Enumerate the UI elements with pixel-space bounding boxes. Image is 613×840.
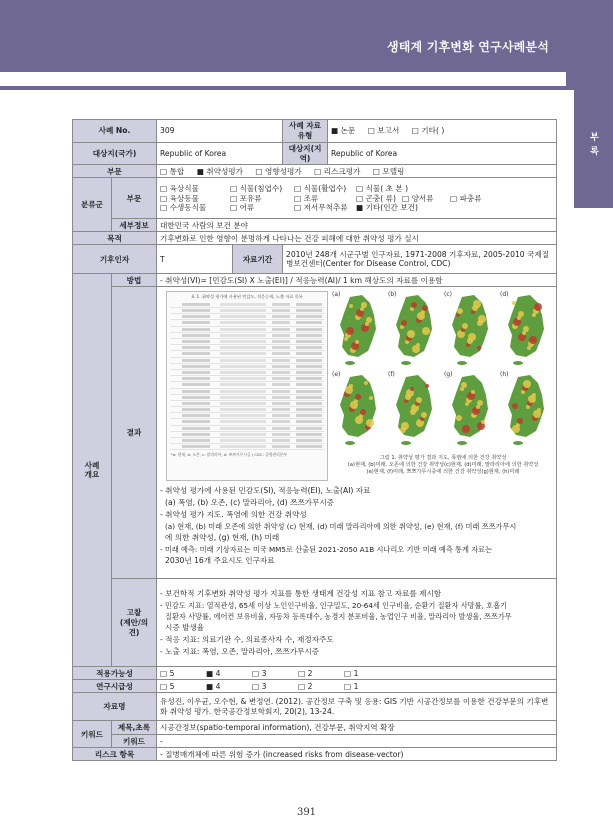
sector-label: 부문 xyxy=(73,165,157,178)
case-type-options xyxy=(328,120,557,143)
map-hotspot xyxy=(478,315,486,323)
keyword-label: 키워드 xyxy=(73,721,112,748)
country-label: 대상지(국가) xyxy=(73,142,157,165)
data-period-label: 자료기간 xyxy=(233,245,283,274)
taxon-bird[interactable]: □ 조류 xyxy=(294,193,319,203)
detail-value: 대한민국 사람의 보건 분야 xyxy=(157,219,557,232)
map-hotspot xyxy=(523,326,529,332)
vulnerability-map xyxy=(500,371,550,447)
discussion-line: - 보건학적 기후변화 취약성 평가 지표를 통한 생태계 건강성 지표 참고 자료를 제시함 xyxy=(160,589,442,599)
map-hotspot xyxy=(411,302,417,308)
map-hotspot xyxy=(462,425,470,433)
header-stripe xyxy=(0,72,566,86)
vulnerability-map xyxy=(444,371,494,447)
climate-factor-label: 기후인자 xyxy=(73,245,157,274)
map-hotspot xyxy=(456,415,462,421)
taxon-label: 분류군 xyxy=(73,178,112,232)
map-hotspot xyxy=(355,394,361,400)
sector-option-vulnerability[interactable]: ■ 취약성평가 xyxy=(196,166,243,176)
map-hotspot xyxy=(457,308,463,314)
result-line: (a) 폭염, (b) 오존, (c) 말라리아, (d) 쯔쯔가무시증 xyxy=(165,498,335,508)
vulnerability-map xyxy=(444,291,494,367)
map-island xyxy=(513,361,523,365)
map-island xyxy=(401,361,411,365)
discussion-line: 시증 발생율 xyxy=(165,623,205,633)
map-hotspot xyxy=(422,327,430,335)
taxon-land-plant[interactable]: □ 육상식물 xyxy=(160,183,199,193)
discussion-cell xyxy=(157,579,557,667)
method-value: - 취약성(VI)= [민감도(SI) X 노출(EI)] / 적응능력(AI)/ 1 km 해상도의 자료를 이용함 xyxy=(157,274,557,287)
map-panel-label: (c) xyxy=(444,291,452,299)
map-hotspot xyxy=(355,340,359,344)
sector-option-risk[interactable]: □ 리스크평가 xyxy=(314,166,361,176)
taxon-insect[interactable]: □ 곤충( 류) xyxy=(356,193,396,203)
map-panel-label: (h) xyxy=(500,371,509,379)
region-value: Republic of Korea xyxy=(328,142,557,165)
map-hotspot xyxy=(407,330,415,338)
sector-options xyxy=(157,165,557,178)
discussion-line: - 민감도 지표: 열적관성, 65세 이상 노인인구비율, 인구밀도, 20-64세 인구비율, 순환기 질환자 사망률, 호흡기 xyxy=(160,601,507,611)
indicator-table-thumbnail xyxy=(166,291,328,481)
urgency-label: 연구시급성 xyxy=(73,680,157,693)
map-hotspot xyxy=(349,304,353,308)
applicability-3[interactable]: □ 3 xyxy=(252,668,267,678)
vulnerability-map xyxy=(332,371,382,447)
purpose-value: 기후변화로 인한 영향이 분명하게 나타나는 건강 피해에 대한 취약성 평가 실시 xyxy=(157,232,557,245)
map-panel-label: (b) xyxy=(388,291,397,299)
map-hotspot xyxy=(532,393,536,397)
applicability-1[interactable]: □ 1 xyxy=(344,668,359,678)
applicability-5[interactable]: □ 5 xyxy=(160,668,175,678)
taxon-options xyxy=(157,178,557,219)
map-hotspot xyxy=(537,408,541,412)
figure-caption-line: (a)현재, (b)미래, 오존에 의한 건강 취약성(c)현재, (d)미래, 말라리아에 의한 취약성 xyxy=(347,462,539,469)
taxon-land-animal[interactable]: □ 육상동물 xyxy=(160,193,199,203)
map-hotspot xyxy=(361,302,367,308)
source-label: 자료명 xyxy=(73,693,157,721)
map-hotspot xyxy=(512,301,516,305)
map-hotspot xyxy=(416,397,422,403)
result-text xyxy=(160,485,553,566)
map-panel-label: (e) xyxy=(332,371,341,379)
map-hotspot xyxy=(416,343,420,347)
country-value: Republic of Korea xyxy=(157,142,283,165)
map-land xyxy=(452,295,488,357)
applicability-label: 적용가능성 xyxy=(73,667,157,680)
overview-label: 사례 개요 xyxy=(73,274,112,667)
taxon-fish[interactable]: □ 어류 xyxy=(230,203,255,213)
map-hotspot xyxy=(523,380,531,388)
map-hotspot xyxy=(421,412,427,418)
map-island xyxy=(457,441,467,445)
taxon-mammal[interactable]: □ 포유류 xyxy=(230,193,262,203)
map-hotspot xyxy=(366,317,372,323)
result-cell xyxy=(157,287,557,579)
taxon-reptile[interactable]: □ 파충류 xyxy=(450,193,482,203)
result-line: - 취약성 평가에 사용된 민감도(SI), 적응능력(EI), 노출(AI) 자료 xyxy=(160,486,371,496)
map-hotspot xyxy=(346,327,354,335)
map-island xyxy=(345,361,355,365)
vulnerability-map xyxy=(388,371,438,447)
map-hotspot xyxy=(477,346,481,350)
urgency-4[interactable]: ■ 4 xyxy=(206,681,221,691)
map-island xyxy=(345,441,355,445)
case-type-label: 사례 자료 유형 xyxy=(283,120,328,143)
result-line: 에 의한 취약성, (g) 현재, (h) 미래 xyxy=(165,532,280,542)
risk-value: - 질병매개체에 따른 위험 증가 (increased risks from disease-vector) xyxy=(157,748,557,761)
keyword-title-value: 시공간정보(spatio-temporal information), 건강부문, 취약지역 확장 xyxy=(157,721,557,735)
map-hotspot xyxy=(349,384,353,388)
purpose-label: 목적 xyxy=(73,232,157,245)
map-hotspot xyxy=(462,323,468,329)
taxon-amphibian[interactable]: □ 양서류 xyxy=(402,193,434,203)
result-line: - 취약성 평가 지도. 폭염에 의한 건강 취약성 xyxy=(160,509,307,519)
sector-option-modeling[interactable]: □ 모델링 xyxy=(372,166,405,176)
map-hotspot xyxy=(471,390,475,394)
map-hotspot xyxy=(410,387,414,391)
result-line: - 미래 예측: 미래 기상자료는 미국 MM5로 산출된 2021-2050 A1B 시나리오 기반 미래 예측 통계 자료는 xyxy=(160,544,493,554)
urgency-5[interactable]: □ 5 xyxy=(160,681,175,691)
map-hotspot xyxy=(512,403,518,409)
risk-label: 리스크 항목 xyxy=(73,748,157,761)
applicability-2[interactable]: □ 2 xyxy=(298,668,313,678)
vulnerability-map xyxy=(500,291,550,367)
map-hotspot xyxy=(360,409,366,415)
case-record-table xyxy=(72,119,557,761)
urgency-2[interactable]: □ 2 xyxy=(298,681,313,691)
discussion-label: 고찰 (제안/의견) xyxy=(112,579,157,667)
discussion-line: - 노출 지표: 폭염, 오존, 말라리아, 쯔쯔가무시증 xyxy=(160,646,320,656)
map-hotspot xyxy=(534,303,542,311)
taxon-broadleaf[interactable]: □ 식물(활엽수) xyxy=(294,183,347,193)
figure-caption xyxy=(332,455,554,476)
type-option-paper[interactable]: ■ 논문 xyxy=(331,125,356,135)
result-line: (a) 현재, (b) 미래 오존에 의한 취약성 (c) 현재, (d) 미래 말라리아에 의한 취약성, (e) 현재, (f) 미래 쯔쯔가무시 xyxy=(165,521,517,531)
taxon-conifer[interactable]: □ 식물(침엽수) xyxy=(230,183,283,193)
result-label: 결과 xyxy=(112,287,157,579)
sector-option-impact[interactable]: □ 영향성평가 xyxy=(255,166,302,176)
map-panel-label: (d) xyxy=(500,291,509,299)
map-hotspot xyxy=(468,333,476,341)
sector-option-integrated[interactable]: □ 통합 xyxy=(160,166,185,176)
taxon-sub-label: 부문 xyxy=(112,178,157,219)
figure-caption-line: 그림 1. 취약성 평가 결과 지도, 폭염에 의한 건강 취약성 xyxy=(379,455,507,462)
type-option-report[interactable]: □ 보고서 xyxy=(367,125,400,135)
map-hotspot xyxy=(366,419,374,427)
urgency-options xyxy=(157,680,557,693)
vulnerability-maps xyxy=(332,291,554,449)
map-hotspot xyxy=(473,300,481,308)
urgency-3[interactable]: □ 3 xyxy=(252,681,267,691)
map-hotspot xyxy=(401,422,409,430)
map-hotspot xyxy=(518,311,524,317)
map-hotspot xyxy=(364,381,368,385)
keyword-title-label: 제목,초록 xyxy=(112,721,157,735)
applicability-options xyxy=(157,667,557,680)
climate-factor-value: T xyxy=(157,245,233,274)
discussion-line: 질환자 사망률, 에어컨 보유비율, 자동차 등록대수, 농경지 분포비율, 농업인구 비율, 말라리아 발생율, 쯔쯔가무 xyxy=(165,612,512,622)
method-label: 방법 xyxy=(112,274,157,287)
taxon-herb[interactable]: □ 식물( 초 본 ) xyxy=(356,183,409,193)
data-period-value: 2010년 248개 시군구별 인구자료, 1971-2008 기후자료, 2005-2010 국제질병보건센터(Center for Disease Control, CDC) xyxy=(283,245,557,274)
taxon-aquatic[interactable]: □ 수생동식물 xyxy=(160,203,207,213)
side-tab-label: 부 록 xyxy=(588,132,598,157)
map-hotspot xyxy=(529,336,537,344)
page-title: 생태계 기후변화 연구사례분석 xyxy=(386,40,549,54)
map-island xyxy=(513,441,523,445)
map-hotspot xyxy=(369,396,373,400)
map-island xyxy=(401,441,411,445)
result-figure xyxy=(160,289,553,485)
figure-caption-line: (e)현재, (f)미래, 쯔쯔가무시증에 의한 건강 취약성(g)현재, (h)미래 xyxy=(366,469,520,476)
taxon-benthic[interactable]: □ 저서무척추류 xyxy=(294,203,348,213)
discussion-line: - 적응 지표: 의료기관 수, 의료종사자 수, 재정자주도 xyxy=(160,635,334,645)
map-hotspot xyxy=(401,320,407,326)
map-panel-label: (a) xyxy=(332,291,341,299)
detail-label: 세부정보 xyxy=(112,219,157,232)
region-label: 대상지(지역) xyxy=(283,142,328,165)
map-hotspot xyxy=(422,305,428,311)
indicator-table-row xyxy=(170,444,324,450)
vulnerability-map xyxy=(332,291,382,367)
map-hotspot xyxy=(477,400,483,406)
map-hotspot xyxy=(517,418,523,424)
map-hotspot xyxy=(481,420,485,424)
keyword-sub-value: - xyxy=(157,735,557,748)
applicability-4[interactable]: ■ 4 xyxy=(206,668,221,678)
source-value: 유성진, 이우균, 오수현, & 변정연. (2012). 공간정보 구축 및 응용: GIS 기반 시공간정보를 이용한 건강부문의 기후변화 취약성 평가. 한국공간정보학회지, 20(2), 13-24. xyxy=(157,693,557,721)
page-number: 391 xyxy=(296,807,317,818)
map-panel-label: (g) xyxy=(444,371,453,379)
type-option-other[interactable]: □ 기타( ) xyxy=(411,125,445,135)
map-island xyxy=(457,361,467,365)
map-hotspot xyxy=(425,384,429,388)
vulnerability-map xyxy=(388,291,438,367)
keyword-sub-label: 키워드 xyxy=(112,735,157,748)
taxon-other-human-health[interactable]: ■ 기타(인간 보건) xyxy=(356,203,418,213)
indicator-table-title: 표 1. 취약성 평가에 사용된 민감도, 적응능력, 노출 자료 목록 xyxy=(191,294,303,300)
urgency-1[interactable]: □ 1 xyxy=(344,681,359,691)
case-no-value: 309 xyxy=(157,120,283,143)
result-line: 2030년 16개 주요시도 인구자료 xyxy=(165,555,275,565)
case-no-label: 사례 No. xyxy=(73,120,157,143)
indicator-table-note: *a: 현재, b: 오존, c: 말라리아, d: 쯔쯔가무시증 / CDC: 질병관리본부 xyxy=(171,452,288,458)
map-panel-label: (f) xyxy=(388,371,395,379)
map-hotspot xyxy=(461,382,467,388)
